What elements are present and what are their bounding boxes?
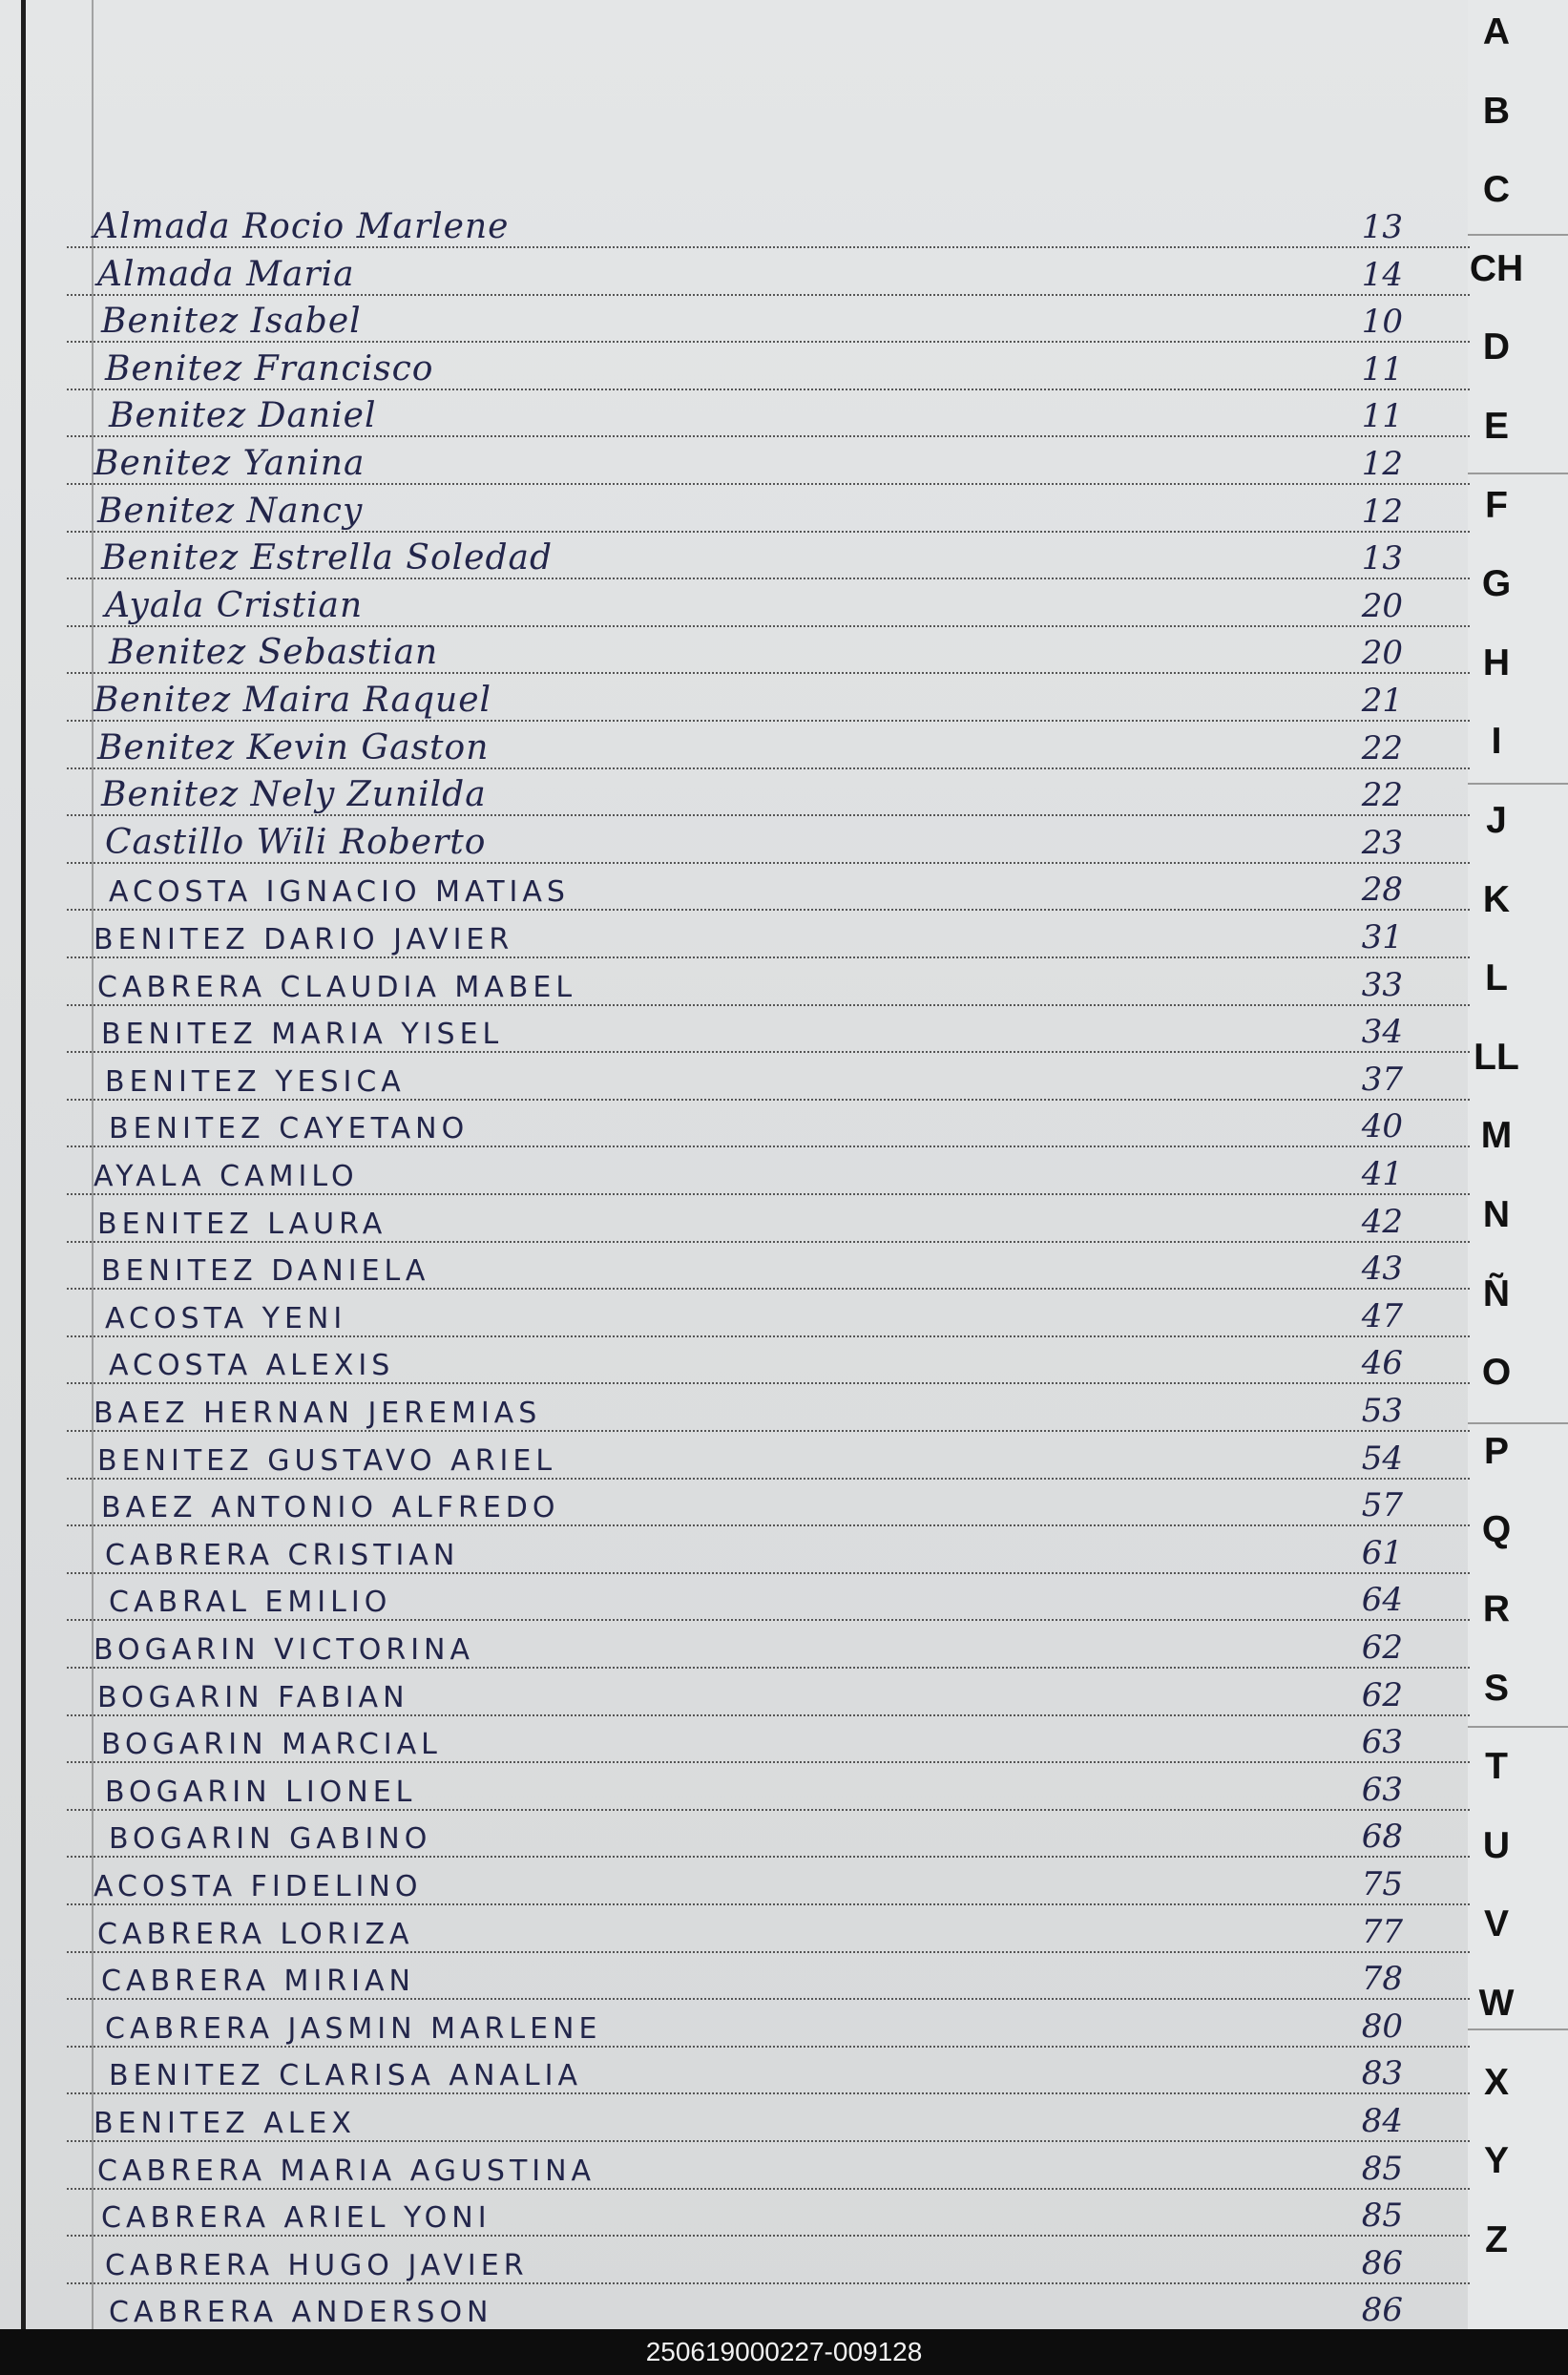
index-tab-u[interactable]: U — [1482, 1824, 1511, 1866]
entry-row — [67, 1057, 1470, 1103]
entry-row — [67, 1246, 1470, 1292]
entry-name: BOGARIN FABIAN — [97, 1680, 409, 1714]
dotted-line — [67, 1903, 1470, 1905]
entry-number: 83 — [1361, 2054, 1403, 2093]
dotted-line — [67, 1951, 1470, 1953]
entry-name: ACOSTA IGNACIO MATIAS — [109, 875, 570, 910]
index-tab-j[interactable]: J — [1486, 800, 1507, 841]
dotted-line — [67, 531, 1470, 533]
entry-name: Almada Rocio Marlene — [94, 207, 510, 246]
entry-name: CABRERA ARIEL YONI — [101, 2201, 491, 2236]
index-tab-c[interactable]: C — [1482, 169, 1511, 211]
entry-name: Benitez Estrella Soledad — [101, 538, 554, 578]
entry-name: BENITEZ CAYETANO — [109, 1112, 470, 1146]
entry-row — [67, 1767, 1470, 1813]
entry-row — [67, 1814, 1470, 1860]
dotted-line — [67, 625, 1470, 627]
entry-row — [67, 204, 1470, 250]
index-tab-x[interactable]: X — [1483, 2061, 1509, 2103]
entry-number: 11 — [1361, 397, 1403, 436]
entry-row — [67, 1719, 1470, 1765]
entry-row — [67, 2004, 1470, 2049]
dotted-line — [67, 720, 1470, 722]
entry-row — [67, 914, 1470, 960]
entry-name: CABRERA CRISTIAN — [105, 1538, 460, 1572]
dotted-line — [67, 246, 1470, 248]
entry-name: BENITEZ DANIELA — [101, 1254, 430, 1289]
entry-number: 13 — [1361, 539, 1403, 578]
entry-name: Ayala Cristian — [105, 585, 364, 625]
entry-number: 63 — [1361, 1723, 1403, 1762]
index-tab-z[interactable]: Z — [1485, 2218, 1508, 2260]
entry-number: 37 — [1361, 1060, 1403, 1099]
entry-row — [67, 1009, 1470, 1055]
dotted-line — [67, 1099, 1470, 1101]
entry-row — [67, 867, 1470, 913]
entry-number: 86 — [1361, 2243, 1403, 2282]
entry-number: 85 — [1361, 2149, 1403, 2188]
entry-name: Benitez Yanina — [94, 444, 366, 483]
entry-row — [67, 489, 1470, 535]
entry-name: CABRERA JASMIN MARLENE — [105, 2011, 602, 2046]
entry-name: BAEZ ANTONIO ALFREDO — [101, 1491, 560, 1525]
entry-row — [67, 820, 1470, 866]
entry-number: 31 — [1361, 918, 1403, 956]
entry-number: 42 — [1361, 1202, 1403, 1241]
dotted-line — [67, 1288, 1470, 1290]
entry-name: BOGARIN LIONEL — [105, 1775, 417, 1809]
entry-number: 84 — [1361, 2102, 1403, 2140]
entry-row — [67, 441, 1470, 487]
dotted-line — [67, 1004, 1470, 1006]
entry-name: ACOSTA YENI — [105, 1301, 347, 1335]
dotted-line — [67, 956, 1470, 958]
entry-row — [67, 1956, 1470, 2002]
dotted-line — [67, 578, 1470, 579]
index-tab-q[interactable]: Q — [1481, 1509, 1512, 1551]
entry-number: 64 — [1361, 1581, 1403, 1620]
entry-number: 34 — [1361, 1013, 1403, 1052]
entry-name: CABRERA MIRIAN — [101, 1965, 415, 1999]
entry-name: Benitez Maira Raquel — [94, 681, 492, 720]
dotted-line — [67, 1145, 1470, 1147]
index-tab-i[interactable]: I — [1491, 721, 1502, 763]
entry-name: ACOSTA FIDELINO — [94, 1870, 423, 1903]
entry-name: BOGARIN GABINO — [109, 1822, 432, 1857]
entry-name: Benitez Nely Zunilda — [101, 775, 487, 815]
entry-row — [67, 678, 1470, 724]
index-tab-d[interactable]: D — [1482, 326, 1511, 368]
dotted-line — [67, 294, 1470, 296]
entry-name: Benitez Nancy — [97, 491, 364, 531]
entry-number: 28 — [1361, 871, 1403, 910]
entry-row — [67, 962, 1470, 1008]
entry-name: AYALA CAMILO — [94, 1160, 359, 1193]
entry-row — [67, 1672, 1470, 1718]
index-tab-s[interactable]: S — [1483, 1667, 1509, 1709]
entry-name: Benitez Francisco — [105, 348, 434, 389]
entry-row — [67, 1861, 1470, 1907]
dotted-line — [67, 2140, 1470, 2142]
index-tab-r[interactable]: R — [1482, 1588, 1511, 1629]
dotted-line — [67, 1382, 1470, 1384]
entry-number: 62 — [1361, 1675, 1403, 1714]
entry-name: CABRERA ANDERSON — [109, 2296, 493, 2329]
dotted-line — [67, 909, 1470, 911]
entry-number: 46 — [1361, 1344, 1403, 1383]
entry-number: 10 — [1361, 303, 1403, 342]
dotted-line — [67, 483, 1470, 485]
dotted-line — [67, 1241, 1470, 1243]
dotted-line — [67, 1572, 1470, 1574]
entry-number: 11 — [1361, 349, 1403, 389]
entry-name: Benitez Isabel — [101, 302, 362, 342]
entry-number: 12 — [1361, 445, 1403, 483]
entry-name: Almada Maria — [97, 254, 355, 294]
entry-name: BENITEZ GUSTAVO ARIEL — [97, 1443, 557, 1478]
entry-row — [67, 1625, 1470, 1671]
dotted-line — [67, 2046, 1470, 2048]
entry-name: CABRERA LORIZA — [97, 1917, 414, 1951]
entry-number: 63 — [1361, 1770, 1403, 1809]
index-tab-h[interactable]: H — [1482, 641, 1511, 683]
dotted-line — [67, 1761, 1470, 1763]
index-tab-m[interactable]: M — [1480, 1115, 1513, 1157]
entry-row — [67, 1577, 1470, 1623]
entry-name: BENITEZ DARIO JAVIER — [94, 923, 514, 956]
entry-name: BENITEZ MARIA YISEL — [101, 1018, 504, 1052]
entry-number: 23 — [1361, 823, 1403, 862]
dotted-line — [67, 341, 1470, 343]
dotted-line — [67, 1051, 1470, 1053]
dotted-line — [67, 1667, 1470, 1669]
dotted-line — [67, 1998, 1470, 2000]
dotted-line — [67, 1193, 1470, 1195]
entry-row — [67, 536, 1470, 581]
entry-row — [67, 1199, 1470, 1245]
entry-row — [67, 2287, 1470, 2329]
entry-number: 54 — [1361, 1439, 1403, 1478]
dotted-line — [67, 1809, 1470, 1811]
dotted-line — [67, 1335, 1470, 1337]
entry-row — [67, 1530, 1470, 1576]
entry-row — [67, 1293, 1470, 1339]
entry-row — [67, 772, 1470, 818]
entry-number: 41 — [1361, 1155, 1403, 1193]
entry-number: 75 — [1361, 1865, 1403, 1903]
entry-row — [67, 1151, 1470, 1197]
index-tab-e[interactable]: E — [1483, 406, 1509, 447]
dotted-line — [67, 1714, 1470, 1716]
entry-name: CABRERA CLAUDIA MABEL — [97, 970, 577, 1004]
index-tab-t[interactable]: T — [1485, 1746, 1508, 1788]
entry-number: 86 — [1361, 2291, 1403, 2329]
entry-row — [67, 1909, 1470, 1955]
entry-row — [67, 347, 1470, 392]
entry-number: 22 — [1361, 776, 1403, 815]
dotted-line — [67, 1478, 1470, 1480]
entry-name: BENITEZ CLARISA ANALIA — [109, 2059, 582, 2093]
dotted-line — [67, 435, 1470, 437]
entry-row — [67, 1482, 1470, 1528]
index-tab-a[interactable]: A — [1482, 11, 1511, 53]
entry-name: CABRERA MARIA AGUSTINA — [97, 2154, 596, 2188]
entry-number: 53 — [1361, 1392, 1403, 1430]
entry-row — [67, 725, 1470, 771]
entry-number: 77 — [1361, 1912, 1403, 1951]
entry-number: 20 — [1361, 634, 1403, 673]
entry-number: 61 — [1361, 1533, 1403, 1572]
index-tab-l[interactable]: L — [1485, 957, 1508, 999]
entry-row — [67, 2193, 1470, 2238]
dotted-line — [67, 862, 1470, 864]
entry-row — [67, 1388, 1470, 1434]
index-tab-g[interactable]: G — [1481, 563, 1512, 605]
index-tab-b[interactable]: B — [1482, 90, 1511, 132]
dotted-line — [67, 814, 1470, 816]
index-tab-n[interactable]: N — [1482, 1194, 1511, 1235]
entry-number: 12 — [1361, 492, 1403, 531]
dotted-line — [67, 1619, 1470, 1621]
index-tab-ñ[interactable]: Ñ — [1482, 1272, 1511, 1314]
entry-number: 20 — [1361, 586, 1403, 625]
entry-row — [67, 1340, 1470, 1386]
entry-row — [67, 299, 1470, 345]
entry-name: BOGARIN VICTORINA — [94, 1633, 475, 1667]
entry-number: 13 — [1361, 208, 1403, 246]
entry-number: 47 — [1361, 1296, 1403, 1335]
entry-row — [67, 1103, 1470, 1149]
dotted-line — [67, 672, 1470, 674]
entry-name: Benitez Kevin Gaston — [97, 727, 490, 767]
entry-number: 80 — [1361, 2007, 1403, 2046]
entry-name: BENITEZ ALEX — [94, 2107, 356, 2140]
document-code: 250619000227-009128 — [645, 2337, 923, 2366]
entry-row — [67, 2050, 1470, 2096]
entry-number: 22 — [1361, 728, 1403, 767]
entry-number: 57 — [1361, 1486, 1403, 1525]
entry-number: 85 — [1361, 2196, 1403, 2236]
dotted-line — [67, 2092, 1470, 2094]
entry-name: Benitez Daniel — [109, 396, 377, 436]
entry-row — [67, 630, 1470, 676]
index-tab-f[interactable]: F — [1485, 484, 1508, 526]
index-tab-w[interactable]: W — [1478, 1983, 1515, 2024]
dotted-line — [67, 1524, 1470, 1526]
entry-name: BENITEZ YESICA — [105, 1064, 406, 1099]
entry-name: Benitez Sebastian — [109, 633, 439, 673]
entry-name: BENITEZ LAURA — [97, 1207, 387, 1241]
entry-name: Castillo Wili Roberto — [105, 822, 487, 862]
entry-row — [67, 252, 1470, 298]
dotted-line — [67, 1430, 1470, 1432]
entry-number: 33 — [1361, 965, 1403, 1004]
entry-number: 78 — [1361, 1960, 1403, 1999]
dotted-line — [67, 2282, 1470, 2284]
entry-number: 40 — [1361, 1107, 1403, 1146]
dotted-line — [67, 1856, 1470, 1858]
dotted-line — [67, 2235, 1470, 2237]
index-tab-ll[interactable]: LL — [1474, 1036, 1519, 1078]
dotted-line — [67, 767, 1470, 769]
entry-number: 14 — [1361, 255, 1403, 294]
entry-row — [67, 1436, 1470, 1482]
entry-name: BOGARIN MARCIAL — [101, 1728, 442, 1762]
index-tab-o[interactable]: O — [1481, 1352, 1512, 1394]
entry-row — [67, 2240, 1470, 2286]
entry-row — [67, 2146, 1470, 2192]
entry-number: 68 — [1361, 1818, 1403, 1857]
entry-number: 43 — [1361, 1250, 1403, 1289]
entry-row — [67, 2098, 1470, 2144]
index-tab-ch[interactable]: CH — [1469, 247, 1524, 289]
entry-row — [67, 393, 1470, 439]
index-tab-v[interactable]: V — [1483, 1903, 1509, 1945]
dotted-line — [67, 2188, 1470, 2190]
entry-number: 21 — [1361, 682, 1403, 720]
entry-row — [67, 583, 1470, 629]
index-tab-y[interactable]: Y — [1483, 2140, 1509, 2182]
entry-number: 62 — [1361, 1629, 1403, 1667]
entry-name: ACOSTA ALEXIS — [109, 1349, 395, 1383]
entry-name: CABRAL EMILIO — [109, 1586, 392, 1620]
dotted-line — [67, 389, 1470, 390]
entry-name: CABRERA HUGO JAVIER — [105, 2248, 529, 2282]
entry-name: BAEZ HERNAN JEREMIAS — [94, 1397, 542, 1430]
index-tab-p[interactable]: P — [1483, 1430, 1509, 1472]
index-tab-k[interactable]: K — [1482, 878, 1511, 920]
